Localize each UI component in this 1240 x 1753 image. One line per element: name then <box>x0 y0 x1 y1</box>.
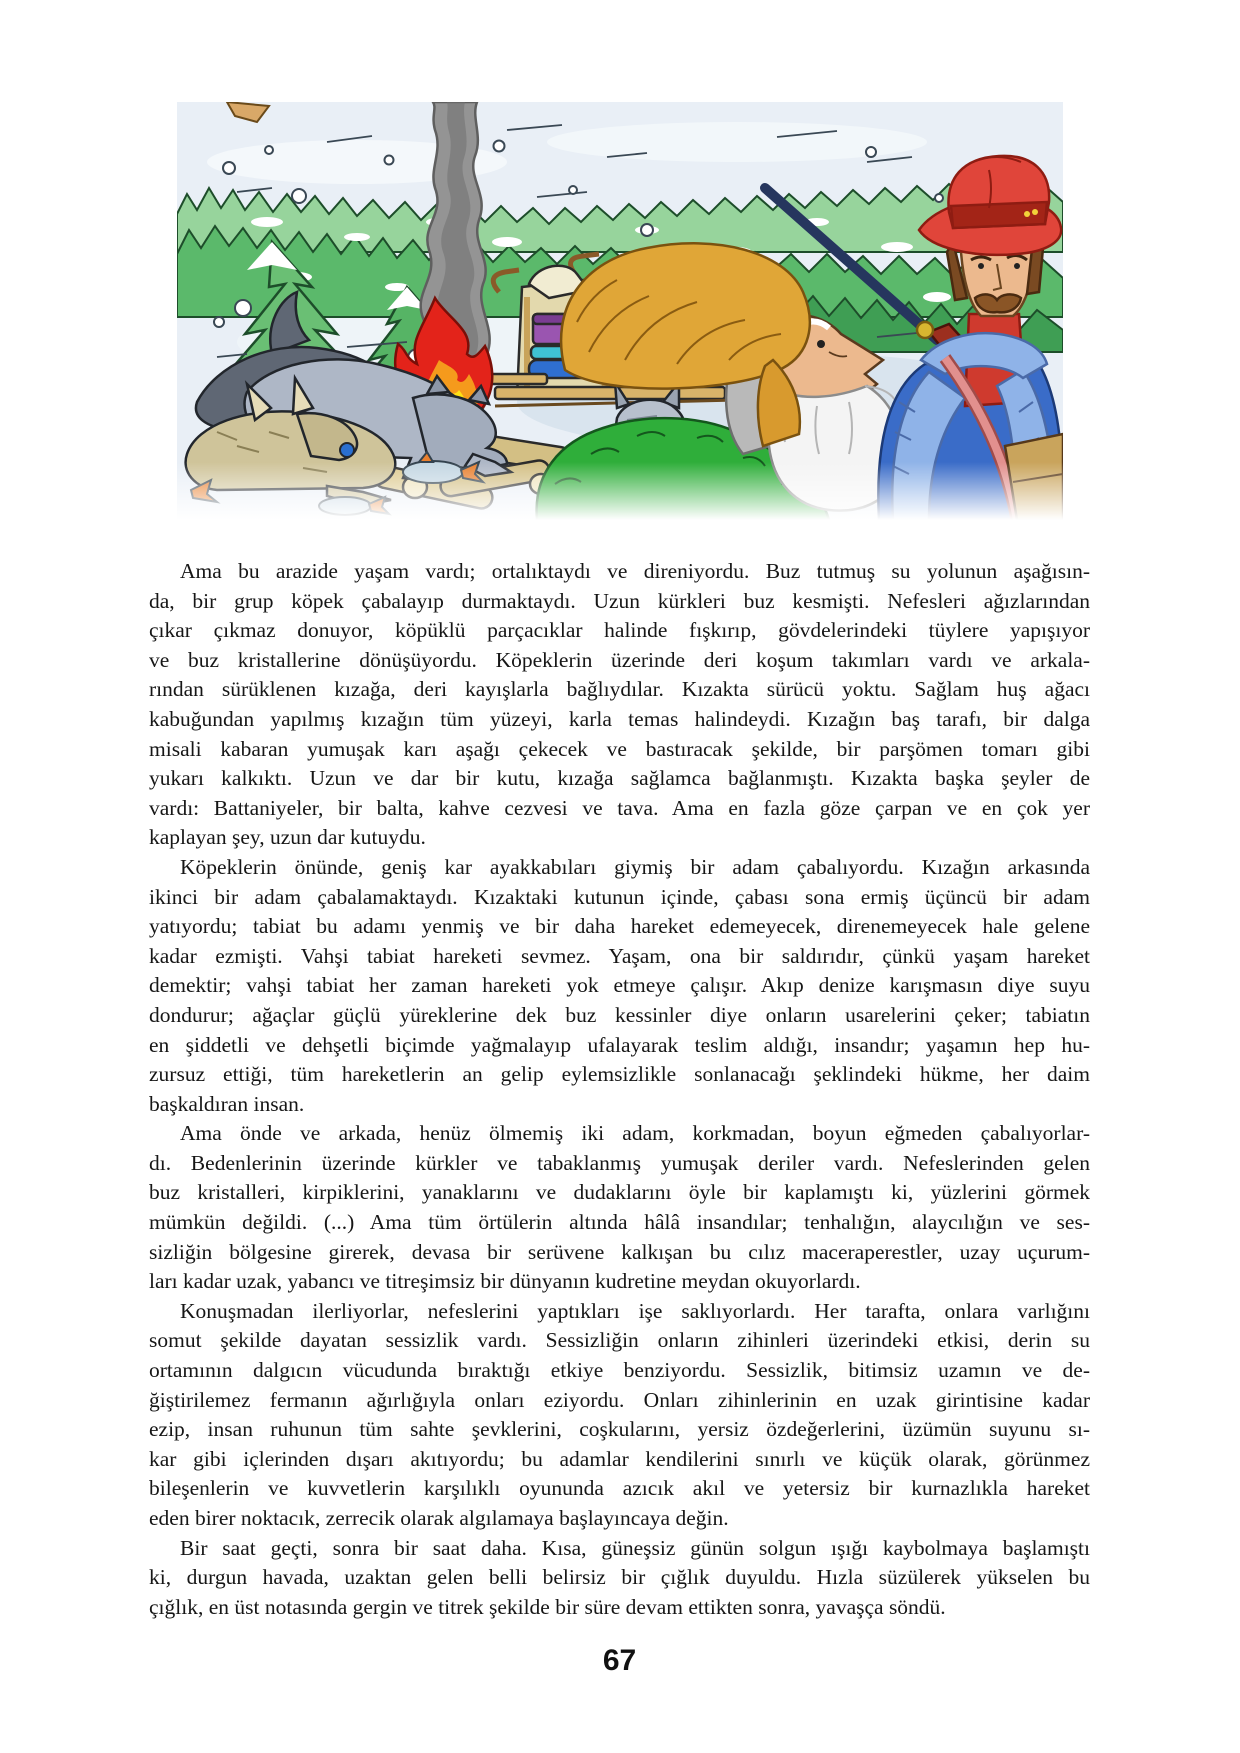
text-line: Ama bu arazide yaşam vardı; ortalıktaydı ve direniyordu. Buz tutmuş su yolunun aşağısın- <box>180 559 1090 583</box>
text-line: misali kabaran yumuşak karı aşağı çekecek ve bastıracak şekilde, bir parşömen tomarı gibi <box>149 736 1090 761</box>
text-line: Ama önde ve arkada, henüz ölmemiş iki adam, korkmadan, boyun eğmeden çabalıyorlar- <box>180 1121 1090 1146</box>
paragraph <box>149 1297 1090 1534</box>
paragraph <box>149 1534 1090 1623</box>
text-line: mümkün değildi. (...) Ama tüm örtülerin altında hâlâ insandılar; tenhalığın, alaycılığın ve ses- <box>149 1210 1090 1235</box>
text-line: eden birer noktacık, zerrecik olarak algılamaya başlayıncaya değin. <box>149 1506 729 1530</box>
text-line: kabuğundan yapılmış kızağın tüm yüzeyi, karla temas halindeydi. Kızağın baş tarafı, bir dalga <box>149 706 1090 731</box>
text-line: ki, durgun havada, uzaktan gelen belli belirsiz bir çığlık duyuldu. Hızla süzülerek yükselen bu <box>149 1565 1090 1590</box>
text-line: dı. Bedenlerinin üzerinde kürkler ve tabaklanmış yumuşak deriler vardı. Nefeslerinden gelen <box>149 1150 1090 1175</box>
text-line: ezip, insan ruhunun tüm sahte şevklerini, coşkularını, yersiz özdeğerlerini, üzümün suyunu sı- <box>149 1417 1090 1442</box>
text-line: buz kristalleri, kirpiklerini, yanaklarını ve dudaklarını öyle bir kaplamıştı ki, yüzlerini görmek <box>149 1180 1090 1205</box>
text-line: kar gibi içlerinden dışarı akıtıyordu; bu adamlar kendilerini sınırlı ve küçük olarak, görünmez <box>149 1446 1090 1471</box>
story-illustration <box>177 102 1063 520</box>
text-line: da, bir grup köpek çabalayıp durmaktaydı. Uzun kürkleri buz kesmişti. Nefesleri ağızlarından <box>149 588 1090 613</box>
text-line: yukarı kalkıktı. Uzun ve dar bir kutu, kızağa sağlamca bağlanmıştı. Kızakta başka şeyler de <box>149 766 1090 791</box>
text-line: kaplayan şey, uzun dar kutuydu. <box>149 825 426 850</box>
text-line: başkaldıran insan. <box>149 1091 305 1116</box>
text-line: demektir; vahşi tabiat her zaman hareketi yok etmeye çalışır. Akıp denize karışmasın diye suyu <box>149 973 1090 998</box>
text-line: Konuşmadan ilerliyorlar, nefeslerini yaptıkları işe saklıyorlardı. Her tarafta, onlara varlığını <box>180 1298 1090 1323</box>
text-line: somut şekilde dayatan sessizlik vardı. Sessizliğin onların zihinleri üzerindeki etkisi, derin su <box>149 1328 1090 1353</box>
text-line: ikinci bir adam çabalamaktaydı. Kızaktaki kutunun içinde, çabası sona ermiş üçüncü bir adam <box>149 884 1090 909</box>
text-line: kadar ezmişti. Vahşi tabiat hareketi sevmez. Yaşam, ona bir saldırıdır, çünkü yaşam hareket <box>149 943 1090 968</box>
text-line: bileşenlerin ve kuvvetlerin karşılıklı oyununda azıcık akıl ve yetersiz bir kurnazlıkla hareket <box>149 1476 1090 1501</box>
text-line: çığlık, en üst notasında gergin ve titrek şekilde bir süre devam ettikten sonra, yavaşça söndü. <box>149 1594 946 1619</box>
text-line: yatıyordu; tabiat bu adamı yenmiş ve bir daha hareket edemeyecek, direnemeyecek hale gelene <box>149 914 1090 939</box>
text-line: vardı: Battaniyeler, bir balta, kahve cezvesi ve tava. Ama en fazla göze çarpan ve en çok yer <box>149 795 1090 820</box>
text-line: en şiddetli ve dehşetli biçimde yağmalayıp ufalayarak teslim aldığı, insandır; yaşamın hep hu- <box>149 1032 1090 1057</box>
text-line: çıkar çıkmaz donuyor, köpüklü parçacıklar halinde fışkırıp, gövdelerindeki tüylere yapışıyor <box>149 618 1090 643</box>
text-line: sizliğin bölgesine girerek, devasa bir serüvene kalkışan bu cılız maceraperestler, uzay uçurum- <box>149 1239 1090 1264</box>
text-line: ları kadar uzak, yabancı ve titreşimsiz bir dünyanın kudretine meydan okuyorlardı. <box>149 1269 861 1294</box>
text-line: dondurur; ağaçlar güçlü yüreklerine dek buz kessinler diye onların usarelerini çeker; tabiatın <box>149 1002 1090 1027</box>
text-line: ve buz kristallerine dönüşüyordu. Köpeklerin üzerinde deri koşum takımları vardı ve arkala- <box>149 647 1090 672</box>
paragraph <box>149 853 1090 1119</box>
paragraph <box>149 1119 1090 1297</box>
text-line: Köpeklerin önünde, geniş kar ayakkabıları giymiş bir adam çabalıyordu. Kızağın arkasında <box>180 854 1090 879</box>
text-line: zursuz ettiği, tüm hareketlerin an gelip eylemsizlikle sonlanacağı şeklindeki hükme, her daim <box>149 1062 1090 1087</box>
text-line: rından sürüklenen kızağa, deri kayışlarla bağlıydılar. Kızakta sürücü yoktu. Sağlam huş ağacı <box>149 677 1090 702</box>
page-number: 67 <box>602 1644 637 1677</box>
illustration-fade <box>177 462 1063 520</box>
body-text <box>149 557 1090 1622</box>
text-line: ortamının dalgıcın vücudunda bıraktığı etkiye benziyordu. Sessizlik, bitimsiz uzamın ve de- <box>149 1358 1090 1383</box>
paragraph <box>149 557 1090 853</box>
text-line: Bir saat geçti, sonra bir saat daha. Kısa, güneşsiz günün solgun ışığı kaybolmaya başlamıştı <box>180 1535 1090 1560</box>
text-line: ğiştirilemez fermanın ağırlığıyla onları eziyordu. Onları zihinlerinin en uzak girintisine kadar <box>149 1387 1090 1412</box>
